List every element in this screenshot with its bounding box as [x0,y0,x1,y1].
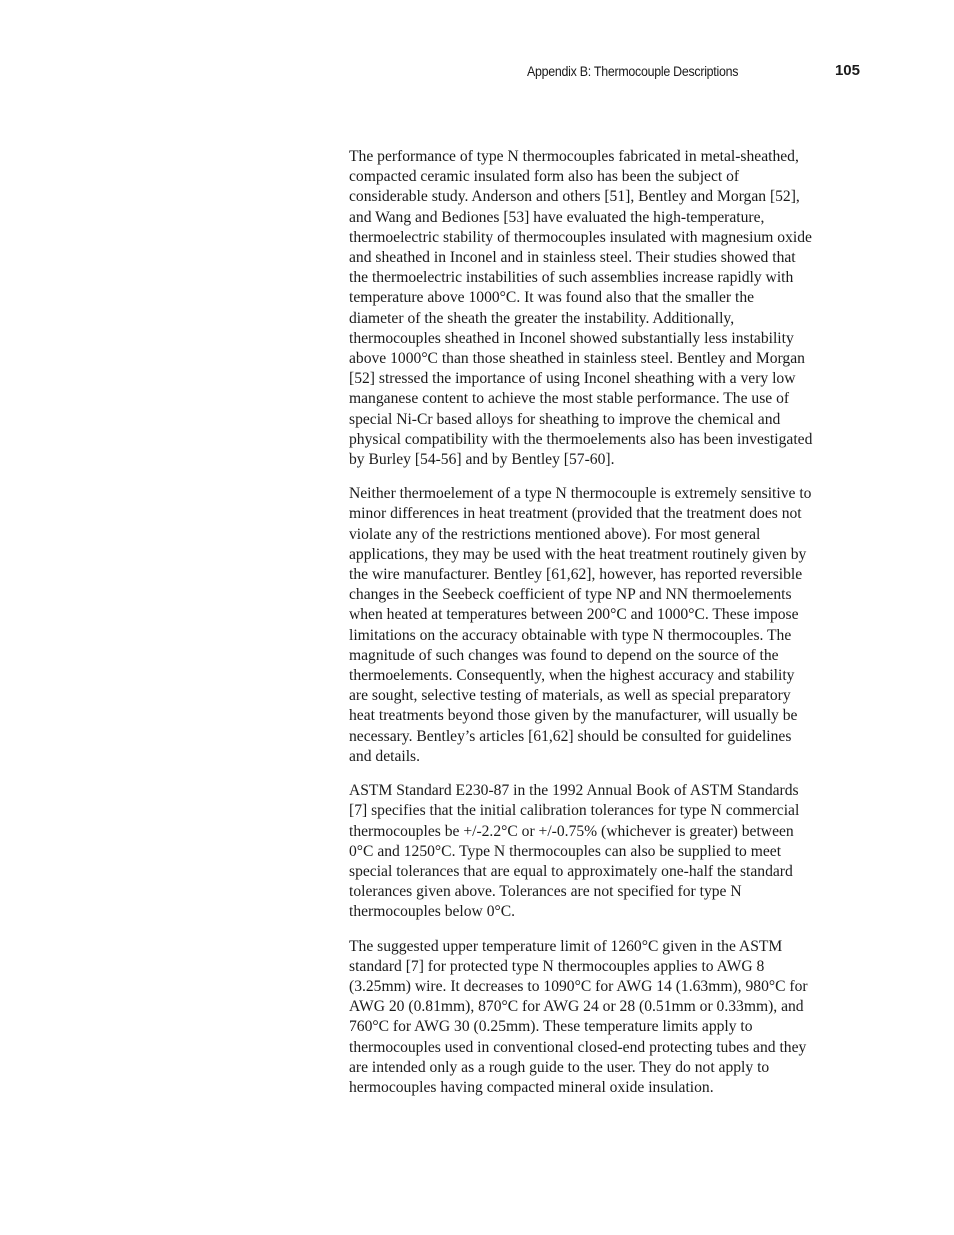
paragraph-sheathed-performance: The performance of type N thermocouples fabricated in metal-sheathed, compacted ceramic insulated form also has been the subject of considerable study. Anderson and others [51], Bentley and Morgan [52], and Wang and Bediones [53] have evaluated the high-temperature, thermoelectric stability of thermocouples insulated with magnesium oxide and sheathed in Inconel and in stainless steel. Their studies showed that the thermoelectric instabilities of such assemblies increase rapidly with temperature above 1000°C. It was found also that the smaller the diameter of the sheath the greater the instability. Additionally, thermocouples sheathed in Inconel showed substantially less instability above 1000°C than those sheathed in stainless steel. Bentley and Morgan [52] stressed the importance of using Inconel sheathing with a very low manganese content to achieve the most stable performance. The use of special Ni-Cr based alloys for sheathing to improve the chemical and physical compatibility with the thermoelements also has been investigated by Burley [54-56] and by Bentley [57-60]. [349,148,813,469]
paragraph-astm-tolerances: ASTM Standard E230-87 in the 1992 Annual Book of ASTM Standards [7] specifies that the initial calibration tolerances for type N commercial thermocouples be +/-2.2°C or +/-0.75% (whichever is greater) between 0°C and 1250°C. Type N thermocouples can also be supplied to meet special tolerances that are equal to approximately one-half the standard tolerances given above. Tolerances are not specified for type N thermocouples below 0°C. [349,782,800,921]
page-number: 105 [834,62,860,79]
running-header [527,62,862,82]
running-title: Appendix B: Thermocouple Descriptions [527,64,739,79]
body-text [349,147,865,1112]
paragraph-temperature-limits: The suggested upper temperature limit of 1260°C given in the ASTM standard [7] for protected type N thermocouples applies to AWG 8 (3.25mm) wire. It decreases to 1090°C for AWG 14 (1.63mm), 980°C for AWG 20 (0.81mm), 870°C for AWG 24 or 28 (0.51mm or 0.33mm), and 760°C for AWG 30 (0.25mm). These temperature limits apply to thermocouples used in conventional closed-end protecting tubes and they are intended only as a rough guide to the user. They do not apply to hermocouples having compacted mineral oxide insulation. [349,937,808,1096]
paragraph-heat-treatment: Neither thermoelement of a type N thermocouple is extremely sensitive to minor differences in heat treatment (provided that the treatment does not violate any of the restrictions mentioned above). For most general applications, they may be used with the heat treatment routinely given by the wire manufacturer. Bentley [61,62], however, has reported reversible changes in the Seebeck coefficient of type NP and NN thermoelements when heated at temperatures between 200°C and 1000°C. These impose limitations on the accuracy obtainable with type N thermocouples. The magnitude of such changes was found to depend on the source of the thermoelements. Consequently, when the highest accuracy and stability are sought, selective testing of materials, as well as special preparatory heat treatments beyond those given by the manufacturer, will usually be necessary. Bentley’s articles [61,62] should be consulted for guidelines and details. [349,485,812,765]
